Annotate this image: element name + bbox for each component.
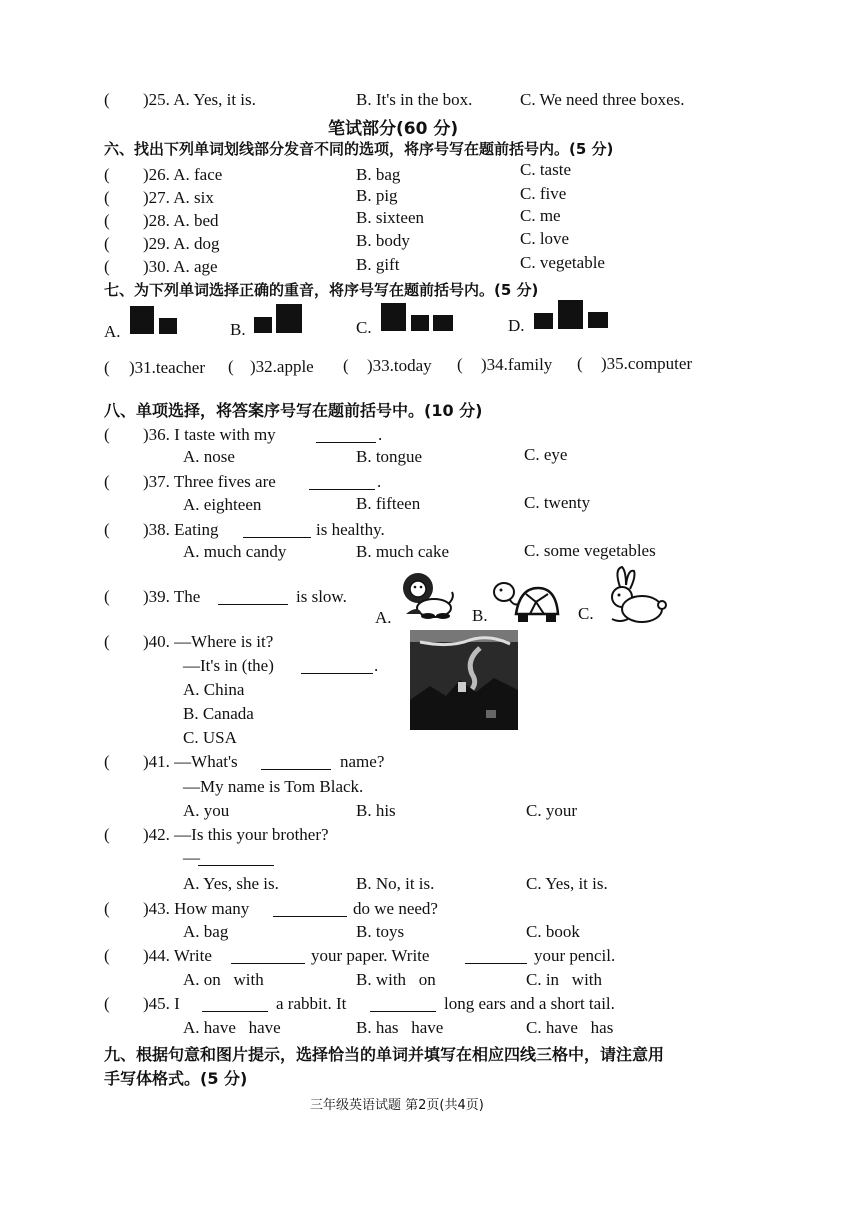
q37-option-b: B. fifteen [356,494,421,513]
q32-word: )32.apple [250,357,314,376]
stress-option-d-label: D. [508,316,525,335]
answer-blank[interactable] [243,523,311,538]
q37-stem: )37. Three fives are [143,472,276,491]
stress-block-big [381,303,406,331]
answer-paren: ( [104,257,110,276]
q40-option-b: B. Canada [183,704,254,723]
section-7-title: 七、为下列单词选择正确的重音，将序号写在题前括号内。(5 分) [104,281,539,299]
q41-line2: —My name is Tom Black. [183,777,364,796]
q44-option-b: B. with on [356,970,436,989]
stress-option-b-label: B. [230,320,246,339]
answer-blank[interactable] [231,949,305,964]
q37-option-a: A. eighteen [183,495,262,514]
answer-paren: ( [577,354,583,373]
q42-option-b: B. No, it is. [356,874,435,893]
answer-blank[interactable] [198,851,274,866]
stress-block-big [276,304,302,333]
q41-option-c: C. your [526,801,577,820]
turtle-icon [490,574,562,630]
stress-option-a-label: A. [104,322,121,341]
q29-stem: )29. A. dog [143,234,220,253]
answer-paren: ( [104,234,110,253]
q34-word: )34.family [481,355,553,374]
q40-stem: )40. —Where is it? [143,632,274,651]
q30-option-b: B. gift [356,255,400,274]
answer-paren: ( [343,356,349,375]
answer-blank[interactable] [261,755,331,770]
answer-blank[interactable] [218,590,288,605]
answer-paren: ( [104,425,110,444]
lion-icon [398,570,456,622]
q28-option-c: C. me [520,206,561,225]
q26-stem: )26. A. face [143,165,223,184]
q38-option-b: B. much cake [356,542,449,561]
q36-option-c: C. eye [524,445,568,464]
stress-block-small [433,315,453,331]
answer-paren: ( [104,520,110,539]
q43-option-b: B. toys [356,922,405,941]
answer-paren: ( [104,899,110,918]
q42-dash: — [183,848,200,867]
punctuation: . [378,425,383,444]
q42-stem: )42. —Is this your brother? [143,825,329,844]
stress-block-small [254,317,272,333]
q27-option-b: B. pig [356,186,398,205]
answer-paren: ( [457,355,463,374]
q38-option-a: A. much candy [183,542,287,561]
q29-option-b: B. body [356,231,410,250]
q45-stem: )45. I [143,994,180,1013]
q45-tail: long ears and a short tail. [444,994,615,1013]
section-6-title: 六、找出下列单词划线部分发音不同的选项，将序号写在题前括号内。(5 分) [104,140,614,158]
stress-block-big [130,306,154,334]
answer-blank[interactable] [316,428,376,443]
answer-paren: ( [104,946,110,965]
q28-option-b: B. sixteen [356,208,424,227]
stress-block-small [588,312,608,328]
answer-paren: ( [104,472,110,491]
stress-block-big [558,300,583,329]
page-footer: 三年级英语试题 第2页(共4页) [310,1098,484,1113]
q41-option-a: A. you [183,801,230,820]
q25-option-b: B. It's in the box. [356,90,473,109]
great-wall-photo [410,630,518,730]
q40-option-c: C. USA [183,728,237,747]
q25-option-c: C. We need three boxes. [520,90,685,109]
q39-stem: )39. The [143,587,201,606]
q44-option-c: C. in with [526,970,603,989]
q30-option-c: C. vegetable [520,253,605,272]
q41-tail: name? [340,752,385,771]
q42-option-a: A. Yes, she is. [183,874,279,893]
q39-option-a-label: A. [375,608,392,627]
answer-paren: ( [104,90,110,109]
stress-block-small [411,315,429,331]
section-8-title: 八、单项选择，将答案序号写在题前括号中。(10 分) [104,401,483,420]
q36-option-a: A. nose [183,447,235,466]
q33-word: )33.today [367,356,432,375]
q26-option-c: C. taste [520,160,571,179]
answer-paren: ( [104,358,110,377]
answer-paren: ( [104,825,110,844]
q39-tail: is slow. [296,587,347,606]
punctuation: . [374,656,379,675]
answer-paren: ( [104,632,110,651]
q44-mid: your paper. Write [311,946,430,965]
q27-option-c: C. five [520,184,567,203]
answer-paren: ( [104,587,110,606]
q45-option-c: C. have has [526,1018,614,1037]
q30-stem: )30. A. age [143,257,218,276]
q43-stem: )43. How many [143,899,250,918]
q41-stem: )41. —What's [143,752,238,771]
answer-blank[interactable] [202,997,268,1012]
q40-option-a: A. China [183,680,245,699]
answer-blank[interactable] [273,902,347,917]
q40-line2: —It's in (the) [183,656,274,675]
section-9-title-line2: 手写体格式。(5 分) [104,1069,248,1088]
q27-stem: )27. A. six [143,188,214,207]
written-part-title: 笔试部分(60 分) [328,119,459,139]
rabbit-icon [598,565,668,627]
answer-blank[interactable] [301,659,373,674]
q25-stem: )25. A. Yes, it is. [143,90,256,109]
q39-option-b-label: B. [472,606,488,625]
q43-option-a: A. bag [183,922,229,941]
q43-option-c: C. book [526,922,580,941]
q31-word: )31.teacher [129,358,205,377]
q45-mid: a rabbit. It [276,994,347,1013]
answer-paren: ( [104,165,110,184]
answer-blank[interactable] [309,475,375,490]
q45-option-a: A. have have [183,1018,281,1037]
q44-stem: )44. Write [143,946,212,965]
q44-option-a: A. on with [183,970,264,989]
answer-blank[interactable] [465,949,527,964]
q38-stem: )38. Eating [143,520,219,539]
section-9-title-line1: 九、根据句意和图片提示，选择恰当的单词并填写在相应四线三格中，请注意用 [104,1045,665,1064]
punctuation: . [377,472,382,491]
answer-paren: ( [104,752,110,771]
answer-paren: ( [228,357,234,376]
answer-paren: ( [104,211,110,230]
q36-option-b: B. tongue [356,447,423,466]
q36-stem: )36. I taste with my [143,425,276,444]
q42-option-c: C. Yes, it is. [526,874,608,893]
q37-option-c: C. twenty [524,493,591,512]
answer-paren: ( [104,188,110,207]
q28-stem: )28. A. bed [143,211,219,230]
q44-tail: your pencil. [534,946,616,965]
stress-option-c-label: C. [356,318,372,337]
q35-word: )35.computer [601,354,693,373]
q41-option-b: B. his [356,801,396,820]
q38-option-c: C. some vegetables [524,541,656,560]
q43-tail: do we need? [353,899,438,918]
answer-paren: ( [104,994,110,1013]
answer-blank[interactable] [370,997,436,1012]
q38-tail: is healthy. [316,520,385,539]
stress-block-small [159,318,177,334]
q45-option-b: B. has have [356,1018,444,1037]
q29-option-c: C. love [520,229,570,248]
q39-option-c-label: C. [578,604,594,623]
stress-block-small [534,313,553,329]
q26-option-b: B. bag [356,165,401,184]
